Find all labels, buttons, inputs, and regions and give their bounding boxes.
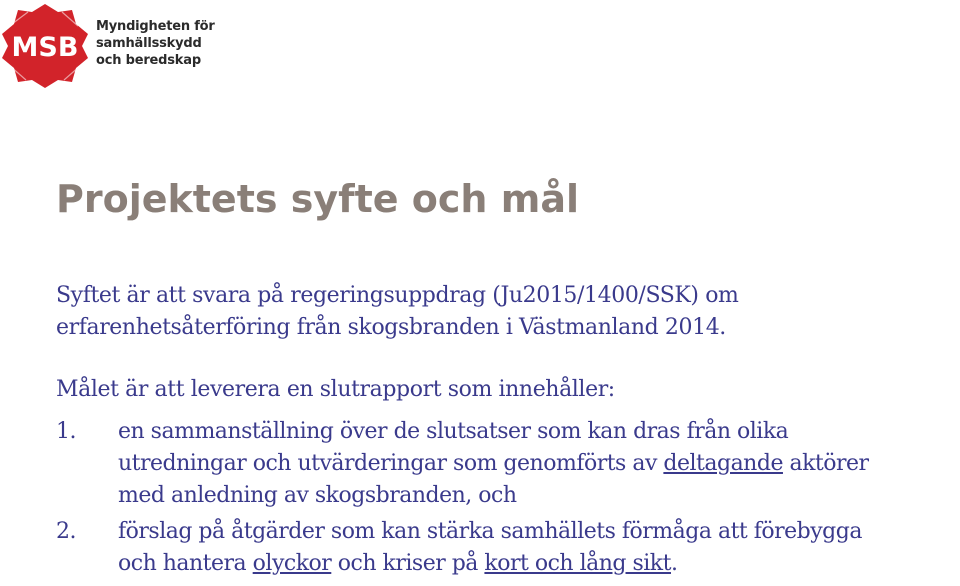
list-item xyxy=(56,416,869,512)
purpose-paragraph xyxy=(56,280,739,344)
msb-logo-mark-text: MSB xyxy=(11,32,79,63)
purpose-line-2: erfarenhetsåterföring från skogsbranden i Västmanland 2014. xyxy=(56,315,726,340)
page-title: Projektets syfte och mål xyxy=(56,177,579,221)
list-item-line: och hantera olyckor och kriser på kort och lång sikt. xyxy=(118,551,678,576)
list-item-number: 1. xyxy=(56,419,76,444)
msb-logo-wordmark xyxy=(96,18,215,69)
list-item-number: 2. xyxy=(56,519,76,544)
msb-logo xyxy=(0,0,215,90)
goal-intro: Målet är att leverera en slutrapport som innehåller: xyxy=(56,377,615,402)
list-item-line: med anledning av skogsbranden, och xyxy=(118,483,517,508)
underlined-word: olyckor xyxy=(252,551,332,576)
list-item xyxy=(56,516,869,580)
underlined-word: deltagande xyxy=(663,451,783,476)
goal-list xyxy=(56,416,869,584)
list-item-line: förslag på åtgärder som kan stärka samhällets förmåga att förebygga xyxy=(118,519,862,544)
msb-logo-icon xyxy=(2,4,88,88)
underlined-phrase: kort och lång sikt xyxy=(484,551,671,576)
list-item-line: en sammanställning över de slutsatser som kan dras från olika xyxy=(118,419,789,444)
purpose-line-1: Syftet är att svara på regeringsuppdrag (Ju2015/1400/SSK) om xyxy=(56,283,739,308)
list-item-line: utredningar och utvärderingar som genomförts av deltagande aktörer xyxy=(118,451,869,476)
logo-line-2: samhällsskydd xyxy=(96,36,202,51)
logo-line-1: Myndigheten för xyxy=(96,19,215,34)
logo-line-3: och beredskap xyxy=(96,53,201,68)
